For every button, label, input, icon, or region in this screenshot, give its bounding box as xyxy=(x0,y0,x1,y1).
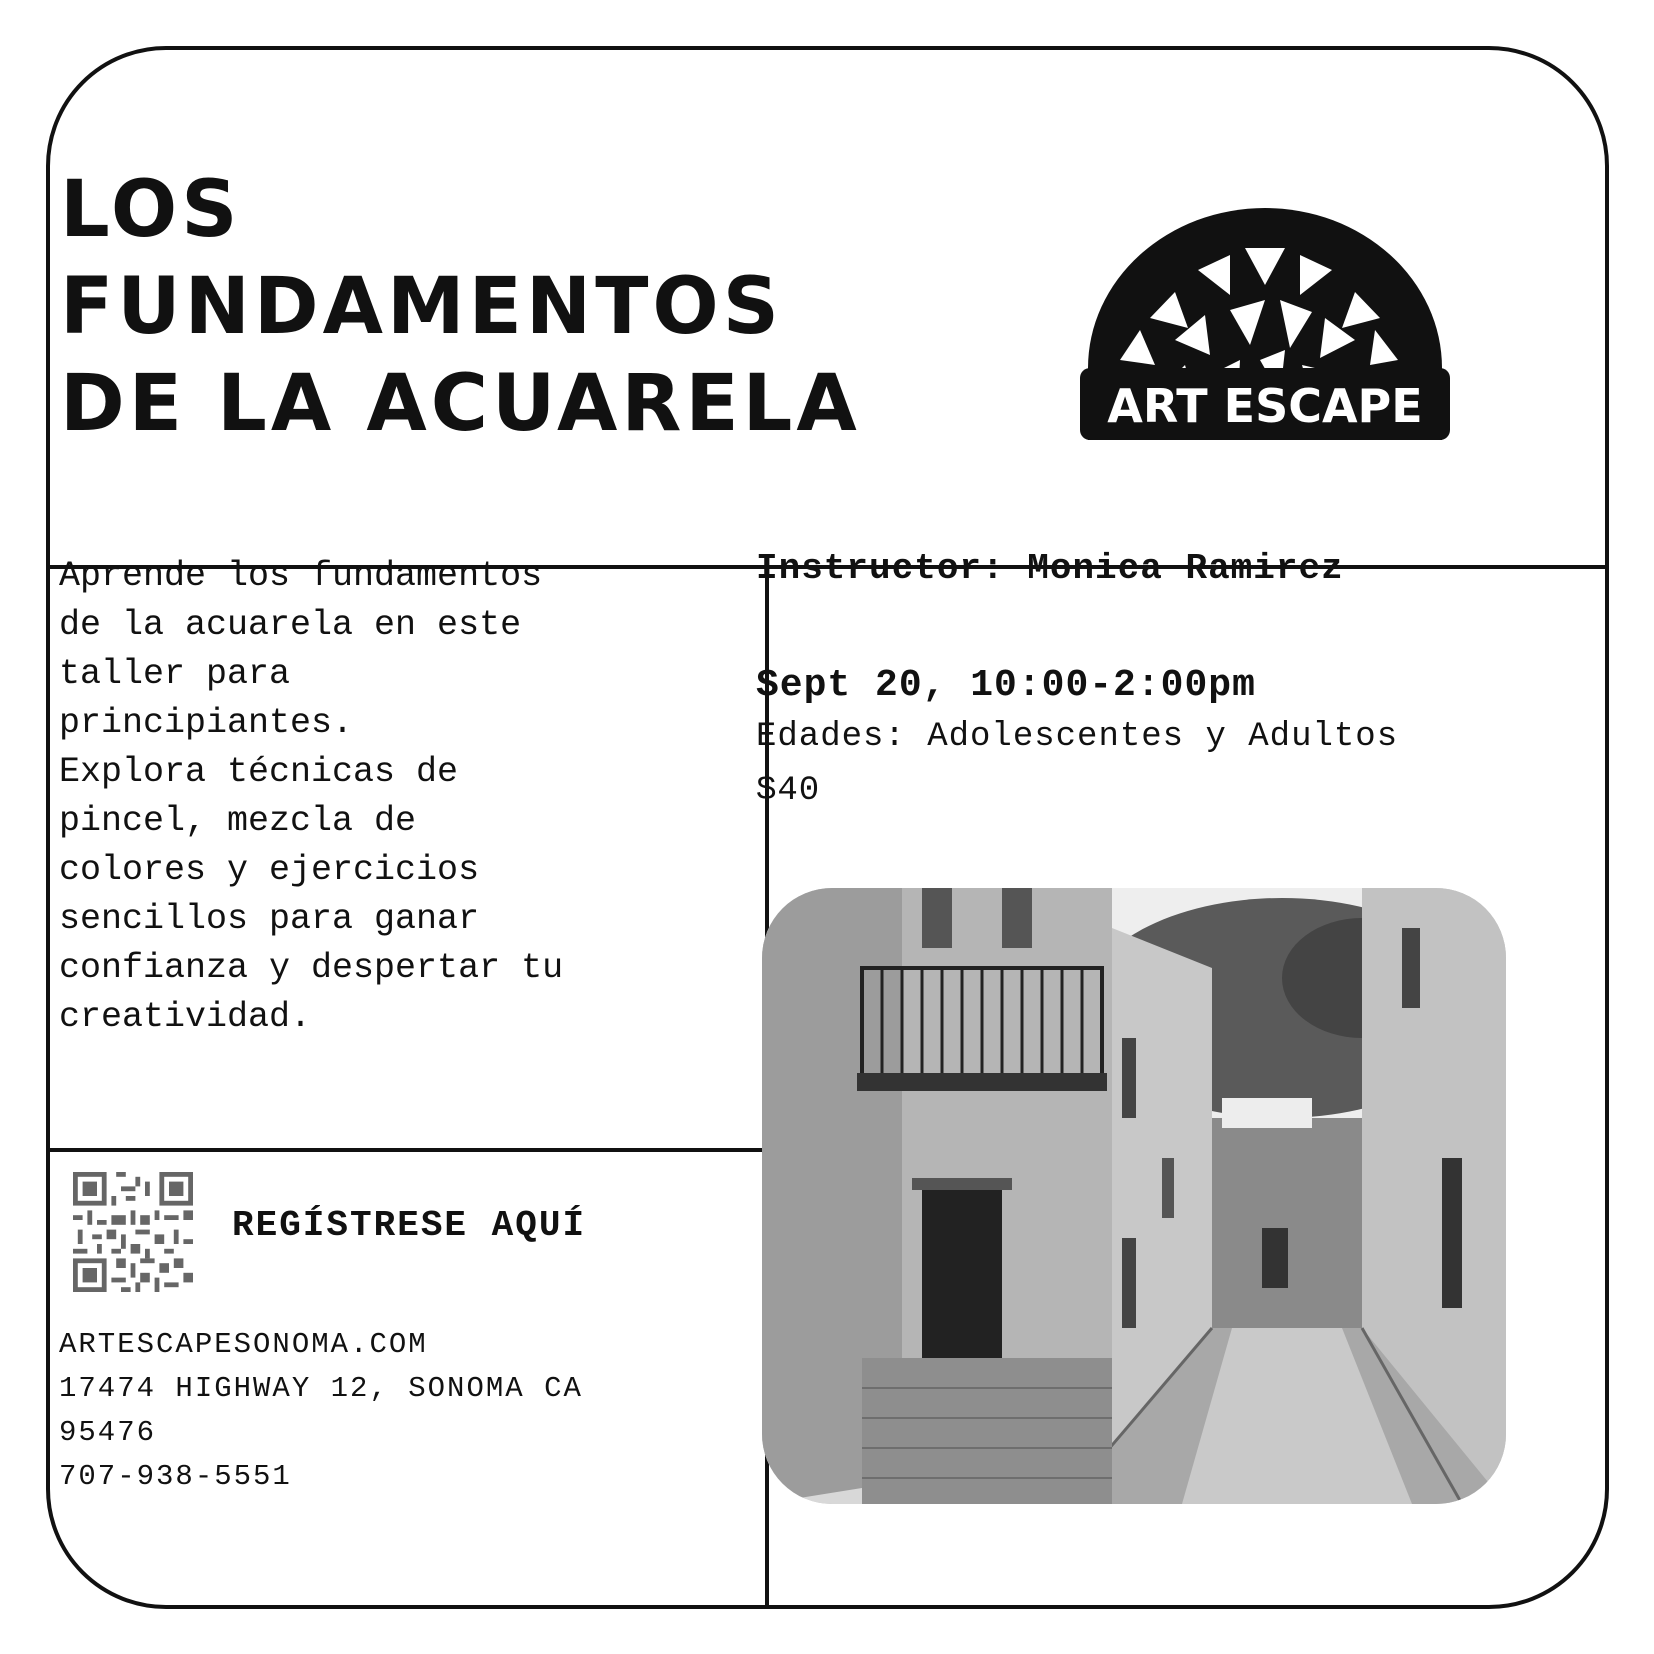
event-price: $40 xyxy=(756,772,821,810)
logo-text: ART ESCAPE xyxy=(1107,379,1423,433)
street-illustration xyxy=(762,888,1506,1504)
address-line-1: 17474 HIGHWAY 12, SONOMA CA xyxy=(59,1372,583,1405)
title-line-3: DE LA ACUARELA xyxy=(60,359,861,449)
register-link[interactable]: REGÍSTRESE AQUÍ xyxy=(232,1205,587,1246)
event-ages: Edades: Adolescentes y Adultos xyxy=(756,718,1399,756)
page-title xyxy=(60,162,861,453)
title-line-1: LOS xyxy=(60,165,242,255)
address-line-2: 95476 xyxy=(59,1416,157,1449)
event-datetime: Sept 20, 10:00-2:00pm xyxy=(756,664,1256,707)
title-line-2: FUNDAMENTOS xyxy=(60,262,783,352)
art-escape-logo xyxy=(1080,200,1450,440)
workshop-description: Aprende los fundamentos de la acuarela en este taller para principiantes. Explora técnicas de pincel, mezcla de colores y ejercicios sencillos para ganar confianza y despertar tu creatividad. xyxy=(59,556,564,1037)
divider-horizontal-left xyxy=(50,1148,769,1152)
contact-info xyxy=(59,1323,583,1499)
qr-code-icon[interactable] xyxy=(73,1172,193,1292)
website-link[interactable]: ARTESCAPESONOMA.COM xyxy=(59,1328,428,1361)
instructor-name: Instructor: Monica Ramirez xyxy=(756,548,1344,589)
phone-number[interactable]: 707-938-5551 xyxy=(59,1460,292,1493)
